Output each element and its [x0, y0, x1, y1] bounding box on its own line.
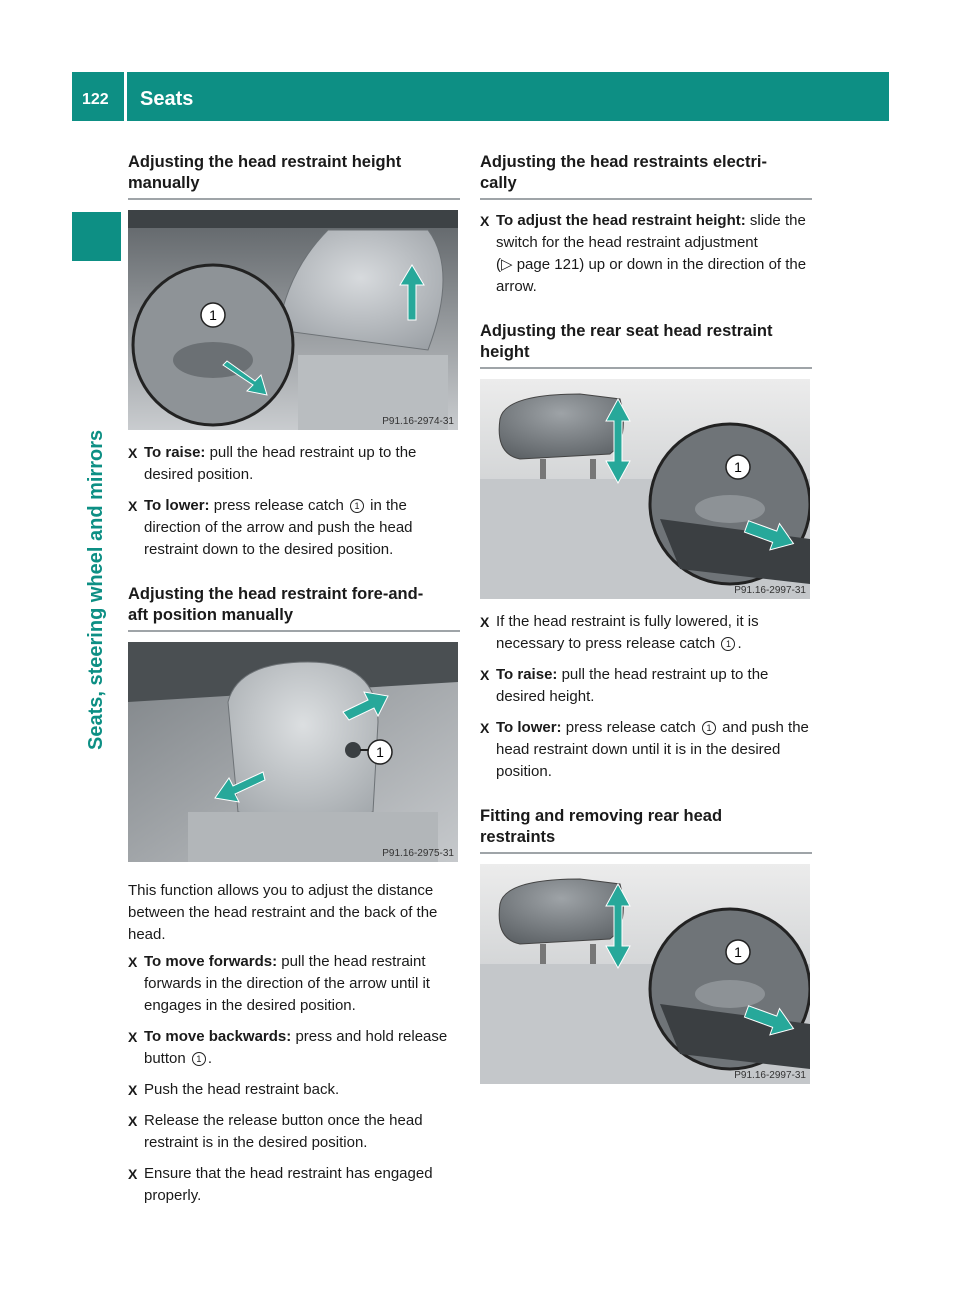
figure-fore-aft-illustration: [128, 642, 458, 862]
step-label: To move forwards:: [144, 953, 278, 970]
instruction-step: [128, 1079, 460, 1101]
step-label: To lower:: [496, 719, 562, 736]
instruction-step: [128, 951, 460, 1017]
step-label: To adjust the head restraint height:: [496, 212, 746, 229]
step-marker-icon: X: [128, 1166, 138, 1182]
intro-paragraph: This function allows you to adjust the distance between the head restraint and the back of the head.: [128, 882, 438, 943]
step-text: press release catch: [565, 719, 696, 736]
instruction-step: [480, 664, 812, 708]
step-text: .: [737, 635, 742, 652]
step-text: Ensure that the head restraint has engaged properly.: [144, 1165, 433, 1204]
step-marker-icon: X: [480, 667, 490, 683]
step-text: in the direction of the arrow and push the head restraint down to the desired position.: [144, 497, 413, 558]
instruction-step: [128, 1163, 460, 1207]
step-marker-icon: X: [480, 213, 490, 229]
section-heading-electric: [480, 152, 812, 200]
instruction-step: [128, 1110, 460, 1154]
heading-line: height: [480, 343, 530, 361]
step-text: pull the head restraint up to the desired height.: [496, 666, 769, 705]
heading-line: cally: [480, 174, 517, 192]
instruction-step: [480, 611, 812, 655]
heading-line: Adjusting the rear seat head restraint: [480, 322, 773, 340]
step-text: press and hold release button: [144, 1028, 448, 1067]
step-text: press release catch: [213, 497, 344, 514]
step-text: ) up or down in the direction of the arrow.: [496, 256, 807, 295]
step-label: To lower:: [144, 497, 210, 514]
heading-line: aft position manually: [128, 606, 294, 624]
page-number: 122: [82, 91, 109, 108]
figure-code: P91.16-2997-31: [734, 1070, 806, 1081]
heading-line: Adjusting the head restraint fore-and-: [128, 585, 424, 603]
heading-line: Adjusting the head restraints electri-: [480, 153, 767, 171]
section-heading-fore-aft: [128, 584, 460, 632]
figure-rear-height-illustration: [480, 379, 810, 599]
step-marker-icon: X: [128, 1029, 138, 1045]
step-marker-icon: X: [128, 1082, 138, 1098]
heading-line: manually: [128, 174, 200, 192]
figure-code: P91.16-2975-31: [382, 848, 454, 859]
figure-code: P91.16-2997-31: [734, 585, 806, 596]
section-heading-height-manual: [128, 152, 460, 200]
instruction-step: [480, 210, 812, 298]
step-text: Push the head restraint back.: [144, 1081, 340, 1098]
side-tab: [72, 212, 121, 261]
step-marker-icon: X: [480, 614, 490, 630]
side-title: [85, 429, 107, 770]
heading-line: restraints: [480, 828, 556, 846]
step-text: .: [207, 1050, 213, 1067]
callout-ref: 1: [350, 499, 364, 513]
step-marker-icon: X: [128, 445, 138, 461]
page-header: [72, 72, 889, 121]
step-marker-icon: X: [128, 1113, 138, 1129]
instruction-step: [128, 1026, 460, 1070]
step-marker-icon: X: [480, 720, 490, 736]
callout-ref: 1: [702, 721, 716, 735]
figure-callout: 1: [734, 944, 742, 960]
chapter-title: Seats: [140, 88, 194, 110]
right-column: [480, 152, 812, 1096]
figure-callout: 1: [734, 459, 742, 475]
header-divider: [124, 72, 127, 121]
step-text: If the head restraint is fully lowered, it is necessary to press release catch: [496, 613, 759, 652]
side-title-text: Seats, steering wheel and mirrors: [85, 429, 107, 750]
left-column: [128, 152, 460, 1216]
figure-rear-height: [480, 379, 810, 599]
step-text: slide the switch for the head restraint adjustment (: [496, 212, 806, 273]
step-label: To raise:: [144, 444, 206, 461]
callout-ref: 1: [192, 1052, 206, 1066]
step-marker-icon: X: [128, 954, 138, 970]
callout-ref: 1: [721, 637, 735, 651]
step-text: pull the head restraint forwards in the direction of the arrow until it engages in the desired position.: [144, 953, 430, 1014]
heading-line: Adjusting the head restraint height: [128, 153, 402, 171]
section-heading-rear-fitting: [480, 806, 812, 854]
figure-height-manual: [128, 210, 458, 430]
instruction-step: [128, 442, 460, 486]
instruction-step: [480, 717, 812, 783]
instruction-step: [128, 495, 460, 561]
page-reference-link[interactable]: page 121: [516, 256, 580, 273]
step-label: To raise:: [496, 666, 558, 683]
section-heading-rear-height: [480, 321, 812, 369]
figure-rear-fitting-illustration: [480, 864, 810, 1084]
figure-code: P91.16-2974-31: [382, 416, 454, 427]
figure-rear-fitting: [480, 864, 810, 1084]
figure-fore-aft: [128, 642, 458, 862]
step-label: To move backwards:: [144, 1028, 292, 1045]
step-text: pull the head restraint up to the desired position.: [144, 444, 417, 483]
step-marker-icon: X: [128, 498, 138, 514]
figure-callout: 1: [209, 307, 217, 323]
step-text: and push the head restraint down until it is in the desired position.: [496, 719, 809, 780]
page-ref-arrow-icon: ▷: [501, 256, 513, 273]
figure-height-manual-illustration: [128, 210, 458, 430]
step-text: Release the release button once the head restraint is in the desired position.: [144, 1112, 423, 1151]
heading-line: Fitting and removing rear head: [480, 807, 723, 825]
figure-callout: 1: [376, 744, 384, 760]
